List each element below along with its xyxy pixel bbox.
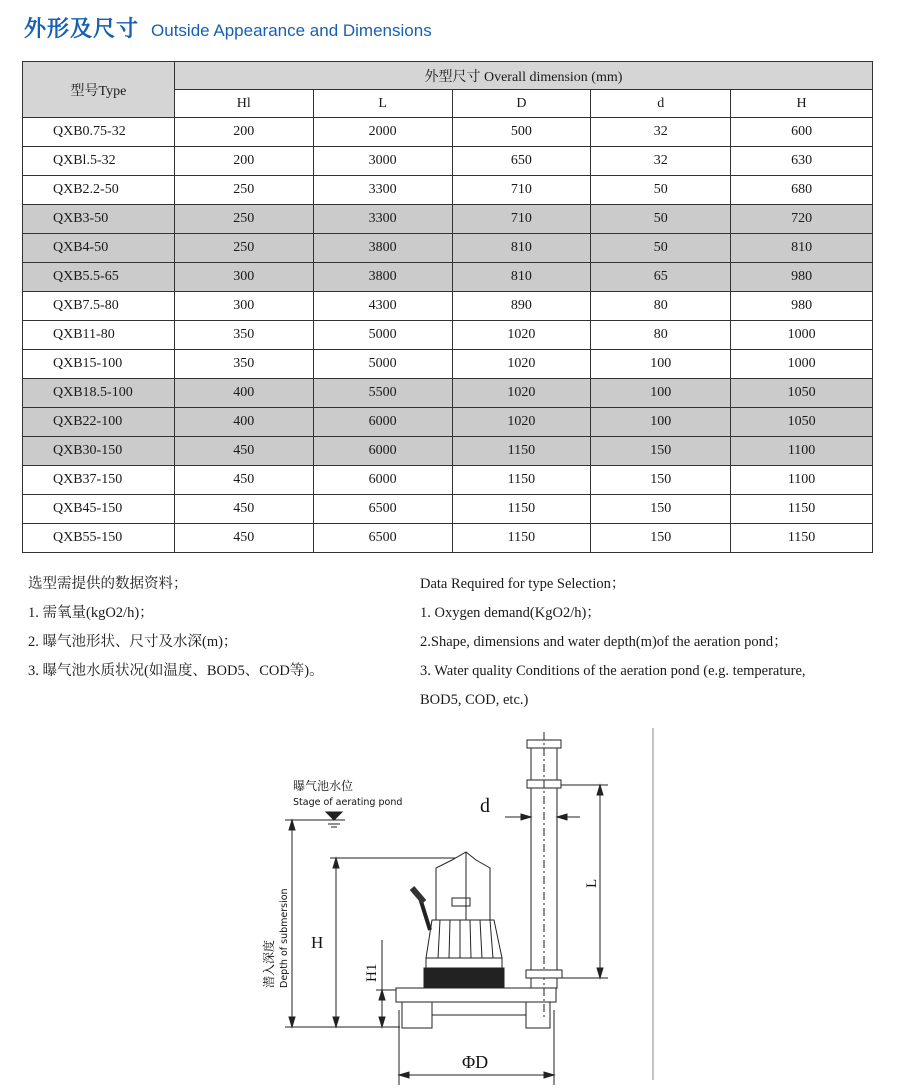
h-cell: 980 xyxy=(731,263,873,292)
d-small-cell: 100 xyxy=(591,408,731,437)
l-cell: 6000 xyxy=(313,437,452,466)
column-header-d-large: D xyxy=(452,90,591,118)
model-type-cell: QXB5.5-65 xyxy=(23,263,175,292)
model-type-cell: QXB18.5-100 xyxy=(23,379,175,408)
d-large-label: ΦD xyxy=(462,1052,489,1072)
model-type-cell: QXB3-50 xyxy=(23,205,175,234)
d-large-cell: 890 xyxy=(452,292,591,321)
h1-cell: 200 xyxy=(174,118,313,147)
h-cell: 1000 xyxy=(731,350,873,379)
table-row xyxy=(23,176,873,205)
table-row xyxy=(23,495,873,524)
d-large-cell: 1020 xyxy=(452,350,591,379)
d-small-label: d xyxy=(480,795,490,817)
h1-cell: 450 xyxy=(174,437,313,466)
l-cell: 5000 xyxy=(313,321,452,350)
table-row xyxy=(23,437,873,466)
column-header-l: L xyxy=(313,90,452,118)
l-cell: 5000 xyxy=(313,350,452,379)
d-large-cell: 810 xyxy=(452,234,591,263)
page-title-en: Outside Appearance and Dimensions xyxy=(151,21,432,40)
h-cell: 1050 xyxy=(731,408,873,437)
h-cell: 1100 xyxy=(731,466,873,495)
column-header-h1: Hl xyxy=(174,90,313,118)
notes-en-item: 3. Water quality Conditions of the aeration pond (e.g. temperature, xyxy=(420,663,806,679)
table-row xyxy=(23,524,873,553)
dimension-table xyxy=(22,61,873,553)
model-type-cell: QXB30-150 xyxy=(23,437,175,466)
l-cell: 4300 xyxy=(313,292,452,321)
table-row xyxy=(23,292,873,321)
table-row xyxy=(23,379,873,408)
d-small-cell: 150 xyxy=(591,524,731,553)
h-cell: 980 xyxy=(731,292,873,321)
l-cell: 6000 xyxy=(313,466,452,495)
l-cell: 3800 xyxy=(313,234,452,263)
h1-cell: 450 xyxy=(174,466,313,495)
d-large-cell: 500 xyxy=(452,118,591,147)
model-type-cell: QXB2.2-50 xyxy=(23,176,175,205)
d-small-cell: 50 xyxy=(591,176,731,205)
h1-cell: 400 xyxy=(174,379,313,408)
model-type-cell: QXB55-150 xyxy=(23,524,175,553)
h-cell: 720 xyxy=(731,205,873,234)
h1-cell: 250 xyxy=(174,234,313,263)
h1-cell: 450 xyxy=(174,524,313,553)
table-row xyxy=(23,118,873,147)
d-large-cell: 710 xyxy=(452,205,591,234)
l-cell: 3300 xyxy=(313,205,452,234)
notes-en-heading: Data Required for type Selection； xyxy=(420,576,626,592)
d-small-cell: 80 xyxy=(591,292,731,321)
d-small-cell: 32 xyxy=(591,147,731,176)
h1-cell: 450 xyxy=(174,495,313,524)
l-cell: 5500 xyxy=(313,379,452,408)
water-level-label-cn: 曝气池水位 xyxy=(293,779,354,793)
d-small-cell: 50 xyxy=(591,234,731,263)
table-row xyxy=(23,408,873,437)
depth-label-en: Depth of submersion xyxy=(279,888,290,988)
water-level-marker xyxy=(285,812,345,827)
d-large-cell: 1020 xyxy=(452,321,591,350)
page-header xyxy=(24,12,432,44)
h1-cell: 350 xyxy=(174,321,313,350)
d-large-cell: 650 xyxy=(452,147,591,176)
notes-cn-heading: 选型需提供的数据资料； xyxy=(28,576,188,592)
table-row xyxy=(23,234,873,263)
type-column-header: 型号Type xyxy=(23,62,175,118)
h-cell: 600 xyxy=(731,118,873,147)
discharge-pipe xyxy=(526,732,562,1018)
d-small-cell: 150 xyxy=(591,437,731,466)
h1-cell: 250 xyxy=(174,176,313,205)
notes-en-item: 1. Oxygen demand(KgO2/h)； xyxy=(420,605,601,621)
d-large-cell: 1150 xyxy=(452,495,591,524)
notes-cn-item: 1. 需氧量(kgO2/h)； xyxy=(28,605,154,621)
d-small-cell: 50 xyxy=(591,205,731,234)
column-header-h: H xyxy=(731,90,873,118)
d-large-cell: 810 xyxy=(452,263,591,292)
table-body xyxy=(23,118,873,553)
d-large-cell: 1150 xyxy=(452,437,591,466)
dimension-diagram xyxy=(0,720,900,1092)
depth-label-cn: 潜入深度 xyxy=(262,939,276,988)
h1-cell: 200 xyxy=(174,147,313,176)
table-row xyxy=(23,466,873,495)
h-cell: 1150 xyxy=(731,524,873,553)
h-cell: 630 xyxy=(731,147,873,176)
table-row xyxy=(23,263,873,292)
model-type-cell: QXB11-80 xyxy=(23,321,175,350)
d-small-cell: 100 xyxy=(591,379,731,408)
model-type-cell: QXB4-50 xyxy=(23,234,175,263)
d-large-cell: 710 xyxy=(452,176,591,205)
h1-cell: 300 xyxy=(174,263,313,292)
model-type-cell: QXB37-150 xyxy=(23,466,175,495)
model-type-cell: QXB45-150 xyxy=(23,495,175,524)
selection-notes-cn xyxy=(28,570,408,686)
h1-cell: 350 xyxy=(174,350,313,379)
table-row xyxy=(23,147,873,176)
l-cell: 6000 xyxy=(313,408,452,437)
water-level-label-en: Stage of aerating pond xyxy=(293,797,403,808)
notes-en-item: 2.Shape, dimensions and water depth(m)of the aeration pond； xyxy=(420,634,788,650)
h1-cell: 300 xyxy=(174,292,313,321)
h-label: H xyxy=(311,933,324,952)
l-cell: 3800 xyxy=(313,263,452,292)
d-small-cell: 150 xyxy=(591,495,731,524)
h-cell: 1150 xyxy=(731,495,873,524)
h1-label: H1 xyxy=(364,963,380,982)
page-title-cn: 外形及尺寸 xyxy=(24,17,140,42)
d-small-cell: 32 xyxy=(591,118,731,147)
d-small-cell: 100 xyxy=(591,350,731,379)
overall-dimension-header: 外型尺寸 Overall dimension (mm) xyxy=(174,62,872,90)
notes-en-item-continued: BOD5, COD, etc.) xyxy=(420,692,529,708)
column-header-d-small: d xyxy=(591,90,731,118)
l-cell: 3300 xyxy=(313,176,452,205)
model-type-cell: QXB7.5-80 xyxy=(23,292,175,321)
h-cell: 1000 xyxy=(731,321,873,350)
l-cell: 2000 xyxy=(313,118,452,147)
notes-cn-item: 3. 曝气池水质状况(如温度、BOD5、COD等)。 xyxy=(28,663,324,679)
table-row xyxy=(23,350,873,379)
d-large-cell: 1020 xyxy=(452,379,591,408)
d-large-cell: 1150 xyxy=(452,466,591,495)
d-small-cell: 80 xyxy=(591,321,731,350)
h-cell: 810 xyxy=(731,234,873,263)
l-cell: 3000 xyxy=(313,147,452,176)
h-cell: 1100 xyxy=(731,437,873,466)
l-label: L xyxy=(584,878,600,888)
selection-notes-en xyxy=(420,570,890,715)
model-type-cell: QXB15-100 xyxy=(23,350,175,379)
model-type-cell: QXBl.5-32 xyxy=(23,147,175,176)
l-cell: 6500 xyxy=(313,524,452,553)
notes-cn-item: 2. 曝气池形状、尺寸及水深(m)； xyxy=(28,634,238,650)
d-large-cell: 1150 xyxy=(452,524,591,553)
table-row xyxy=(23,205,873,234)
d-small-cell: 150 xyxy=(591,466,731,495)
h1-cell: 250 xyxy=(174,205,313,234)
l-cell: 6500 xyxy=(313,495,452,524)
h-cell: 1050 xyxy=(731,379,873,408)
h1-cell: 400 xyxy=(174,408,313,437)
d-small-cell: 65 xyxy=(591,263,731,292)
h1-dimension xyxy=(376,940,400,1027)
model-type-cell: QXB0.75-32 xyxy=(23,118,175,147)
d-large-cell: 1020 xyxy=(452,408,591,437)
model-type-cell: QXB22-100 xyxy=(23,408,175,437)
table-row xyxy=(23,321,873,350)
h-cell: 680 xyxy=(731,176,873,205)
